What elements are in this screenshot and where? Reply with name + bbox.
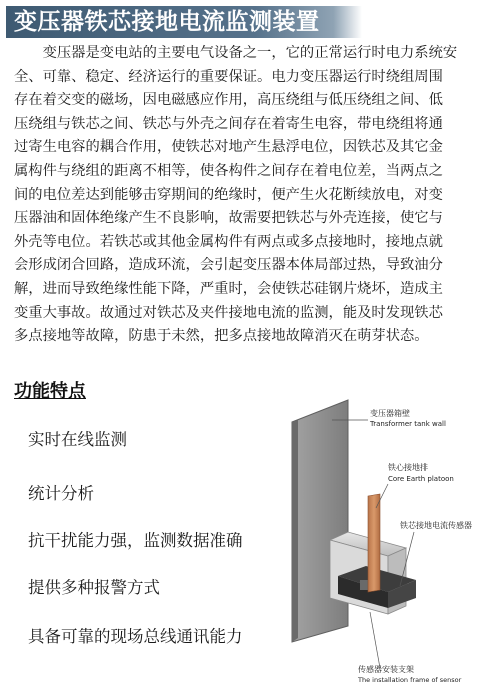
callout-earth-bar-en: Core Earth platoon	[388, 475, 454, 483]
feature-item: 实时在线监测	[28, 430, 127, 449]
callout-earth-bar-zh: 铁心接地排	[388, 463, 428, 472]
intro-line: 间的电位差达到能够击穿期间的绝缘时，便产生火花断续放电，对变	[14, 186, 443, 203]
intro-line: 会形成闭合回路，造成环流，会引起变压器本体局部过热，导致油分	[14, 257, 443, 274]
features-heading: 功能特点	[14, 381, 86, 402]
intro-line: 全、可靠、稳定、经济运行的重要保证。电力变压器运行时绕组周围	[14, 68, 443, 85]
sensor-installation-diagram	[276, 380, 496, 685]
intro-line: 属构件与绕组的距离不相等，使各构件之间存在着电位差，当两点之	[14, 162, 443, 179]
callout-tank-wall-zh: 变压器箱壁	[370, 409, 410, 418]
copper-earth-bar	[368, 494, 380, 592]
callout-tank-wall-en: Transformer tank wall	[370, 420, 446, 428]
intro-line: 多点接地等故障，防患于未然，把多点接地故障消灭在萌芽状态。	[14, 328, 429, 345]
intro-line: 压绕组与铁芯之间、铁芯与外壳之间存在着寄生电容，带电绕组将通	[14, 115, 443, 132]
title-banner	[6, 6, 362, 38]
intro-line: 存在着交变的磁场，因电磁感应作用，高压绕组与低压绕组之间、低	[14, 92, 443, 109]
intro-line: 压器油和固体绝缘产生不良影响，故需要把铁芯与外壳连接，使它与	[14, 210, 443, 227]
intro-line: 变重大事故。故通过对铁芯及夹件接地电流的监测，能及时发现铁芯	[14, 304, 443, 321]
callout-sensor-zh: 铁芯接地电流传感器	[400, 521, 472, 530]
feature-item: 抗干扰能力强，监测数据准确	[28, 531, 243, 550]
callout-bracket-zh: 传感器安装支架	[358, 665, 414, 674]
intro-line: 变压器是变电站的主要电气设备之一，它的正常运行时电力系统安	[42, 45, 458, 61]
intro-line: 外壳等电位。若铁芯或其他金属构件有两点或多点接地时，接地点就	[14, 233, 443, 250]
intro-line: 解，进而导致绝缘性能下降，严重时，会使铁芯硅钢片烧坏，造成主	[14, 280, 443, 297]
feature-item: 提供多种报警方式	[28, 578, 160, 597]
callout-bracket-en: The installation frame of sensor	[358, 676, 462, 684]
intro-paragraph	[14, 42, 488, 349]
intro-line: 过寄生电容的耦合作用，使铁芯对地产生悬浮电位，因铁芯及其它金	[14, 139, 443, 156]
page-title: 变压器铁芯接地电流监测装置	[14, 9, 320, 35]
feature-item: 具备可靠的现场总线通讯能力	[28, 627, 243, 646]
feature-item: 统计分析	[28, 484, 94, 503]
tank-wall	[292, 400, 348, 642]
